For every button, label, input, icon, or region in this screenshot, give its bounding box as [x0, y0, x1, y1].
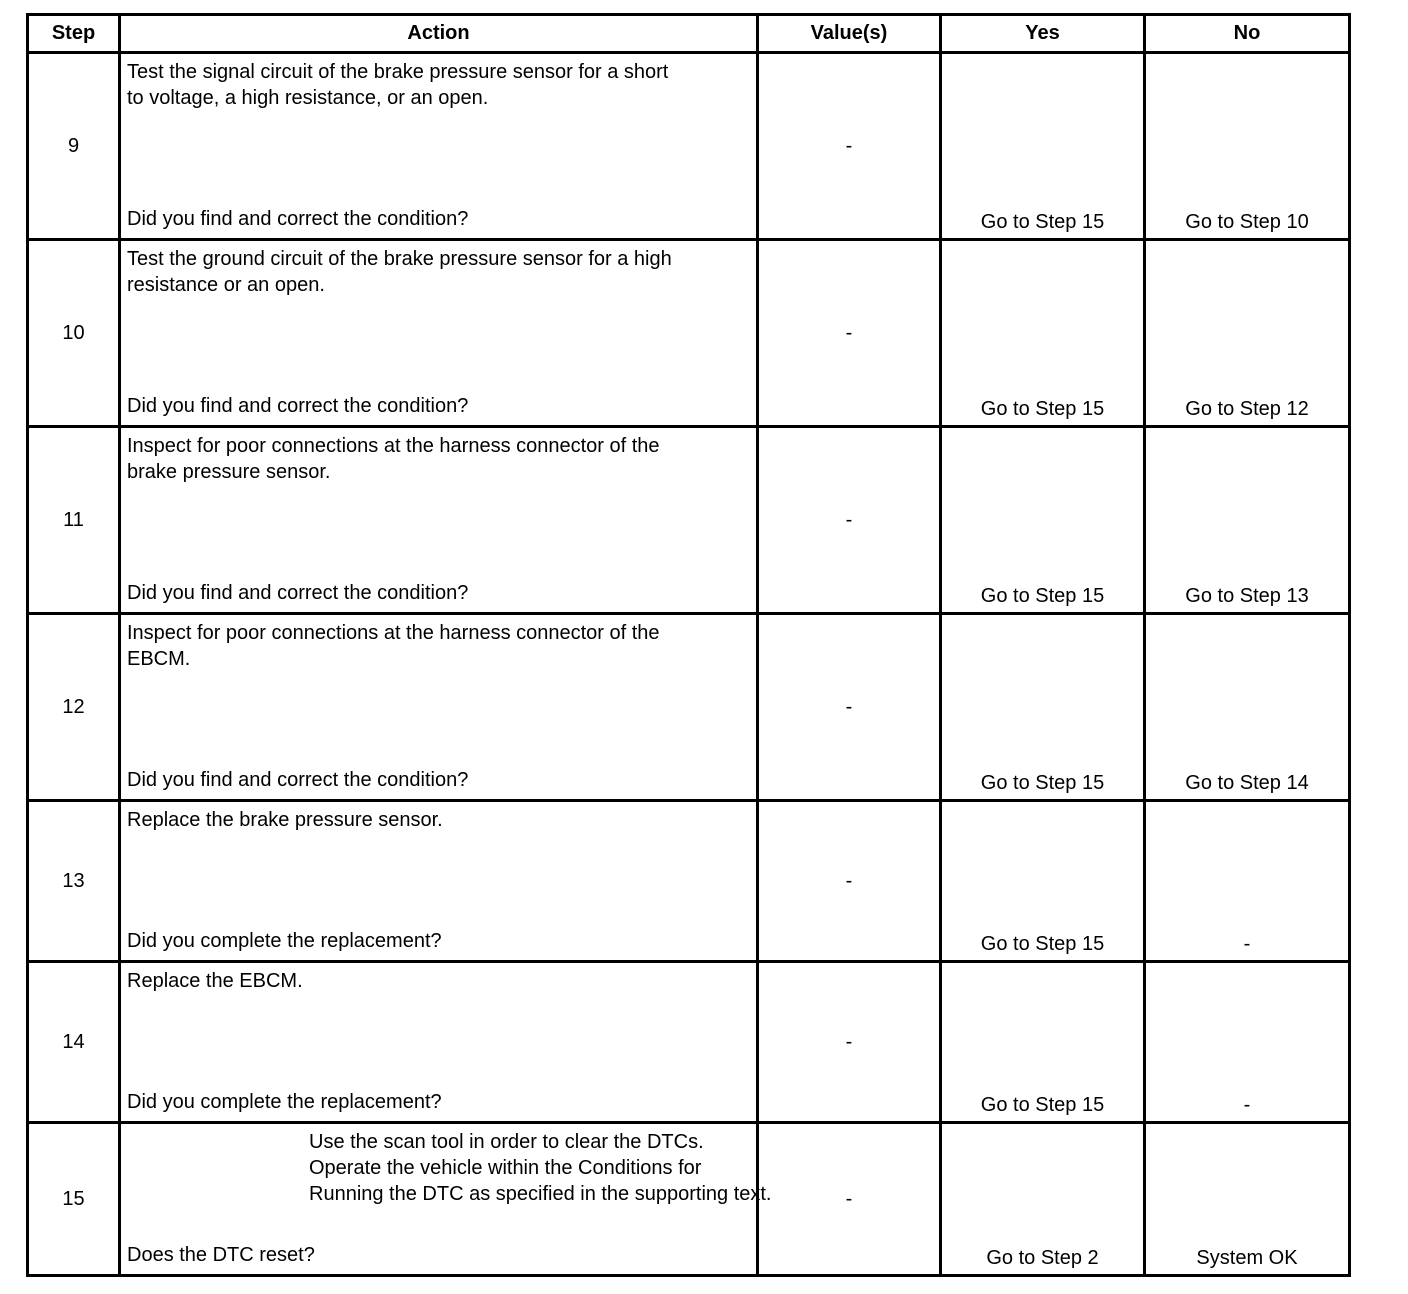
action-question: Did you find and correct the condition?: [127, 582, 469, 604]
action-line: EBCM.: [127, 648, 191, 670]
no-outcome: -: [1243, 933, 1251, 955]
yes-outcome: Go to Step 15: [980, 398, 1105, 420]
step-number: 9: [28, 53, 120, 240]
action-cell: [120, 240, 758, 427]
yes-cell: [941, 801, 1145, 962]
step-number: 15: [28, 1123, 120, 1276]
action-line: Test the ground circuit of the brake pressure sensor for a high: [127, 248, 672, 270]
action-line: Replace the brake pressure sensor.: [127, 809, 443, 831]
header-no: No: [1145, 15, 1350, 53]
table-row: [28, 427, 1350, 614]
action-line: Inspect for poor connections at the harness connector of the: [127, 622, 660, 644]
action-line: Replace the EBCM.: [127, 970, 303, 992]
action-cell: [120, 1123, 772, 1276]
action-cell: [120, 962, 758, 1123]
table-row: [28, 53, 1350, 240]
header-row: [28, 15, 1350, 53]
header-action: Action: [120, 15, 758, 53]
action-line: resistance or an open.: [127, 274, 325, 296]
no-cell: [1145, 614, 1350, 801]
action-line: Use the scan tool in order to clear the DTCs.: [309, 1131, 704, 1153]
step-number: 13: [28, 801, 120, 962]
action-line: brake pressure sensor.: [127, 461, 331, 483]
yes-outcome: Go to Step 15: [980, 211, 1105, 233]
table-row: [28, 801, 1350, 962]
action-text: [309, 1129, 772, 1207]
action-question: Did you find and correct the condition?: [127, 769, 469, 791]
action-text: [127, 433, 750, 485]
header-step: Step: [28, 15, 120, 53]
value-cell: -: [758, 801, 941, 962]
action-cell: [120, 801, 758, 962]
yes-outcome: Go to Step 15: [980, 585, 1105, 607]
no-cell: [1145, 1123, 1350, 1276]
action-text: [127, 807, 750, 833]
table-row: [28, 240, 1350, 427]
yes-cell: [941, 53, 1145, 240]
header-yes: Yes: [941, 15, 1145, 53]
yes-cell: [941, 1123, 1145, 1276]
action-question: Did you find and correct the condition?: [127, 208, 469, 230]
action-text: [127, 59, 750, 111]
action-question: Did you complete the replacement?: [127, 930, 442, 952]
yes-outcome: Go to Step 15: [980, 933, 1105, 955]
step-number: 14: [28, 962, 120, 1123]
value-cell: -: [758, 1123, 941, 1276]
no-cell: [1145, 801, 1350, 962]
table-row: [28, 614, 1350, 801]
step-number: 11: [28, 427, 120, 614]
no-cell: [1145, 53, 1350, 240]
yes-outcome: Go to Step 15: [980, 772, 1105, 794]
action-cell: [120, 614, 758, 801]
action-question: Does the DTC reset?: [127, 1244, 315, 1266]
yes-cell: [941, 427, 1145, 614]
no-outcome: Go to Step 10: [1185, 211, 1309, 233]
yes-outcome: Go to Step 2: [986, 1247, 1099, 1269]
yes-cell: [941, 962, 1145, 1123]
value-cell: -: [758, 962, 941, 1123]
no-outcome: Go to Step 14: [1185, 772, 1309, 794]
yes-cell: [941, 614, 1145, 801]
value-cell: -: [758, 53, 941, 240]
action-text: [127, 968, 750, 994]
table-row: [28, 962, 1350, 1123]
no-outcome: System OK: [1196, 1247, 1298, 1269]
action-line: Test the signal circuit of the brake pressure sensor for a short: [127, 61, 669, 83]
diagnostic-table: [26, 13, 1351, 1277]
action-line: to voltage, a high resistance, or an open.: [127, 87, 489, 109]
action-question: Did you complete the replacement?: [127, 1091, 442, 1113]
no-outcome: -: [1243, 1094, 1251, 1116]
yes-outcome: Go to Step 15: [980, 1094, 1105, 1116]
value-cell: -: [758, 614, 941, 801]
step-number: 12: [28, 614, 120, 801]
action-question: Did you find and correct the condition?: [127, 395, 469, 417]
value-cell: -: [758, 427, 941, 614]
yes-cell: [941, 240, 1145, 427]
action-cell: [120, 53, 758, 240]
no-cell: [1145, 427, 1350, 614]
step-number: 10: [28, 240, 120, 427]
no-outcome: Go to Step 12: [1185, 398, 1309, 420]
action-line: Inspect for poor connections at the harness connector of the: [127, 435, 660, 457]
no-cell: [1145, 962, 1350, 1123]
header-values: Value(s): [758, 15, 941, 53]
table-row: [28, 1123, 1350, 1276]
action-text: [127, 620, 750, 672]
action-text: [127, 246, 750, 298]
no-outcome: Go to Step 13: [1185, 585, 1309, 607]
action-line: Running the DTC as specified in the supporting text.: [309, 1183, 772, 1205]
action-line: Operate the vehicle within the Conditions for: [309, 1157, 702, 1179]
action-cell: [120, 427, 758, 614]
value-cell: -: [758, 240, 941, 427]
no-cell: [1145, 240, 1350, 427]
